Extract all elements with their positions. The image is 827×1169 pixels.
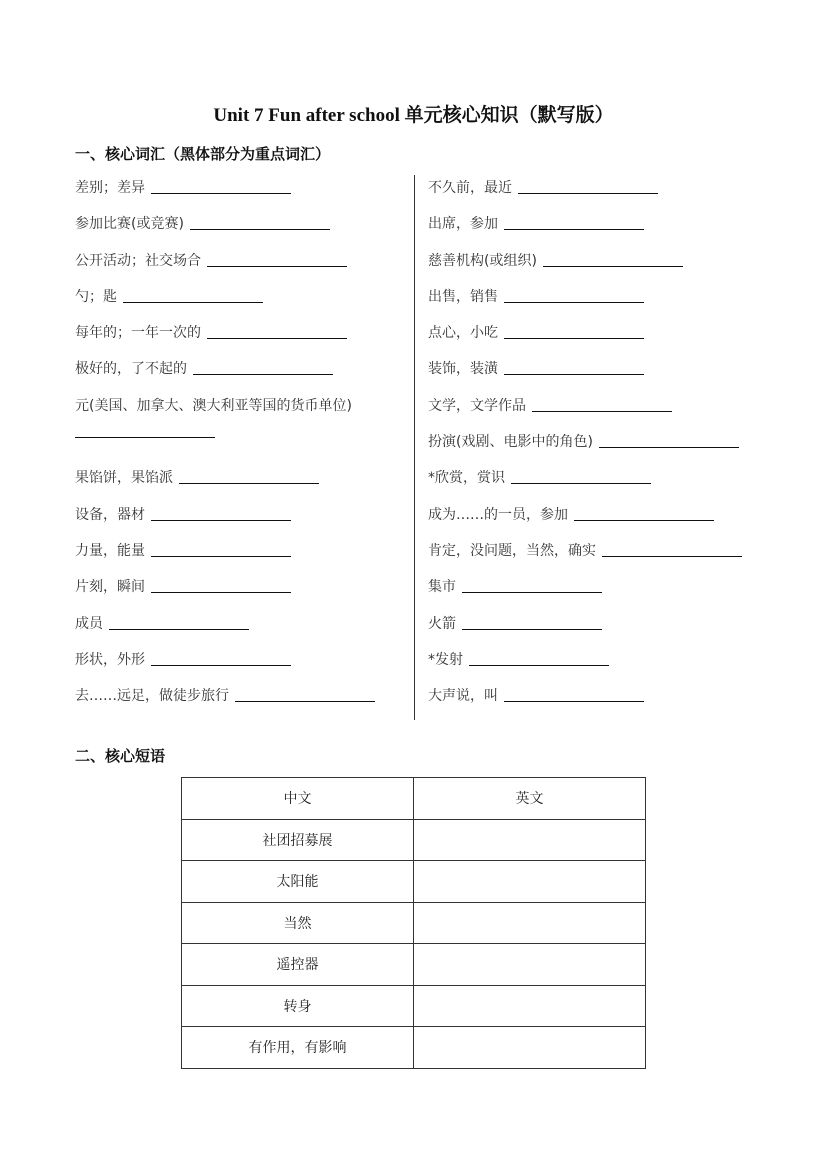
answer-blank[interactable]	[151, 192, 291, 194]
chinese-cell: 有作用，有影响	[182, 1027, 414, 1069]
answer-blank[interactable]	[190, 228, 330, 230]
vocab-prompt: 形状，外形	[75, 651, 145, 668]
vocab-item	[428, 351, 773, 387]
vocab-item	[428, 497, 773, 533]
vocab-prompt: 肯定，没问题，当然，确实	[428, 542, 596, 559]
answer-blank[interactable]	[504, 228, 644, 230]
table-row	[182, 1027, 646, 1069]
answer-blank[interactable]	[504, 700, 644, 702]
answer-blank[interactable]	[151, 555, 291, 557]
section-heading-phrases: 二、核心短语	[75, 747, 166, 765]
answer-blank[interactable]	[602, 555, 742, 557]
chinese-cell: 当然	[182, 902, 414, 944]
vocab-item	[428, 642, 773, 678]
vocab-item	[75, 533, 410, 569]
vocab-item	[75, 606, 410, 642]
vocab-prompt: 大声说，叫	[428, 688, 498, 705]
table-row	[182, 985, 646, 1027]
english-answer-cell[interactable]	[414, 819, 646, 861]
answer-blank[interactable]	[504, 337, 644, 339]
vocab-item	[428, 243, 773, 279]
vocab-item	[75, 170, 410, 206]
answer-blank[interactable]	[543, 265, 683, 267]
vocab-prompt: 力量，能量	[75, 542, 145, 559]
vocab-prompt: *欣赏，赏识	[428, 470, 505, 487]
table-row	[182, 819, 646, 861]
column-header-english: 英文	[414, 778, 646, 820]
answer-blank[interactable]	[193, 373, 333, 375]
answer-blank[interactable]	[574, 519, 714, 521]
vocab-item	[428, 569, 773, 605]
table-row	[182, 861, 646, 903]
vocabulary-list-left	[75, 170, 410, 714]
answer-blank[interactable]	[235, 700, 375, 702]
english-answer-cell[interactable]	[414, 902, 646, 944]
vocab-prompt: 片刻，瞬间	[75, 579, 145, 596]
vocab-prompt: 极好的，了不起的	[75, 361, 187, 378]
phrase-table	[181, 777, 646, 1069]
vocab-item	[75, 642, 410, 678]
vocab-item	[75, 569, 410, 605]
answer-blank[interactable]	[207, 265, 347, 267]
vocab-prompt: 成为……的一员，参加	[428, 506, 568, 523]
vocabulary-list-right	[428, 170, 773, 714]
vocab-prompt: 果馅饼，果馅派	[75, 470, 173, 487]
chinese-cell: 转身	[182, 985, 414, 1027]
vocab-item	[428, 533, 773, 569]
english-answer-cell[interactable]	[414, 1027, 646, 1069]
vocab-item	[428, 424, 773, 460]
chinese-cell: 社团招募展	[182, 819, 414, 861]
answer-blank[interactable]	[123, 301, 263, 303]
vocab-prompt: 出售，销售	[428, 288, 498, 305]
vocab-prompt: 集市	[428, 579, 456, 596]
english-answer-cell[interactable]	[414, 944, 646, 986]
vocab-prompt: 去……远足，做徒步旅行	[75, 688, 229, 705]
vocab-prompt: 成员	[75, 615, 103, 632]
english-answer-cell[interactable]	[414, 985, 646, 1027]
answer-blank[interactable]	[511, 482, 651, 484]
vocab-item	[428, 279, 773, 315]
vocab-item	[428, 170, 773, 206]
section-heading-vocabulary: 一、核心词汇（黑体部分为重点词汇）	[75, 145, 331, 163]
page-title: Unit 7 Fun after school 单元核心知识（默写版）	[213, 105, 614, 126]
answer-blank[interactable]	[151, 591, 291, 593]
vocab-prompt: 公开活动；社交场合	[75, 252, 201, 269]
answer-blank[interactable]	[532, 410, 672, 412]
column-divider	[414, 175, 415, 720]
vocab-item	[428, 388, 773, 424]
vocab-item	[75, 351, 410, 387]
answer-blank[interactable]	[179, 482, 319, 484]
answer-blank[interactable]	[151, 664, 291, 666]
vocab-prompt: 差别；差异	[75, 180, 145, 196]
vocab-item	[428, 206, 773, 242]
vocab-prompt: 出席，参加	[428, 216, 498, 233]
chinese-cell: 太阳能	[182, 861, 414, 903]
answer-blank[interactable]	[504, 373, 644, 375]
answer-blank[interactable]	[518, 192, 658, 194]
vocab-prompt: 勺；匙	[75, 288, 117, 305]
answer-blank[interactable]	[207, 337, 347, 339]
vocab-prompt: 元(美国、加拿大、澳大利亚等国的货币单位)	[75, 397, 352, 414]
vocab-item	[428, 678, 773, 714]
answer-blank[interactable]	[599, 446, 739, 448]
vocab-item	[75, 206, 410, 242]
answer-blank[interactable]	[75, 436, 215, 438]
vocab-prompt: 装饰，装潢	[428, 361, 498, 378]
vocab-prompt: 慈善机构(或组织)	[428, 252, 537, 269]
vocab-item	[75, 243, 410, 279]
chinese-cell: 遥控器	[182, 944, 414, 986]
vocab-item	[75, 497, 410, 533]
vocab-item	[428, 606, 773, 642]
table-row	[182, 902, 646, 944]
answer-blank[interactable]	[462, 628, 602, 630]
vocab-item	[428, 460, 773, 496]
vocab-item	[75, 460, 410, 496]
vocab-prompt: 每年的；一年一次的	[75, 325, 201, 342]
vocab-item	[75, 388, 410, 461]
answer-blank[interactable]	[504, 301, 644, 303]
english-answer-cell[interactable]	[414, 861, 646, 903]
vocab-prompt: 不久前，最近	[428, 180, 512, 196]
vocab-item	[75, 279, 410, 315]
vocab-prompt: 设备，器材	[75, 506, 145, 523]
answer-blank[interactable]	[462, 591, 602, 593]
vocab-prompt: 火箭	[428, 615, 456, 632]
answer-blank[interactable]	[469, 664, 609, 666]
table-row	[182, 944, 646, 986]
column-header-chinese: 中文	[182, 778, 414, 820]
vocab-item	[75, 678, 410, 714]
vocab-prompt: 参加比赛(或竞赛)	[75, 216, 184, 233]
vocab-item	[75, 315, 410, 351]
table-header-row	[182, 778, 646, 820]
answer-blank[interactable]	[151, 519, 291, 521]
answer-blank[interactable]	[109, 628, 249, 630]
vocab-prompt: *发射	[428, 651, 463, 668]
vocab-prompt: 点心，小吃	[428, 325, 498, 342]
vocab-prompt: 文学，文学作品	[428, 397, 526, 414]
vocab-item	[428, 315, 773, 351]
vocab-prompt: 扮演(戏剧、电影中的角色)	[428, 434, 593, 451]
